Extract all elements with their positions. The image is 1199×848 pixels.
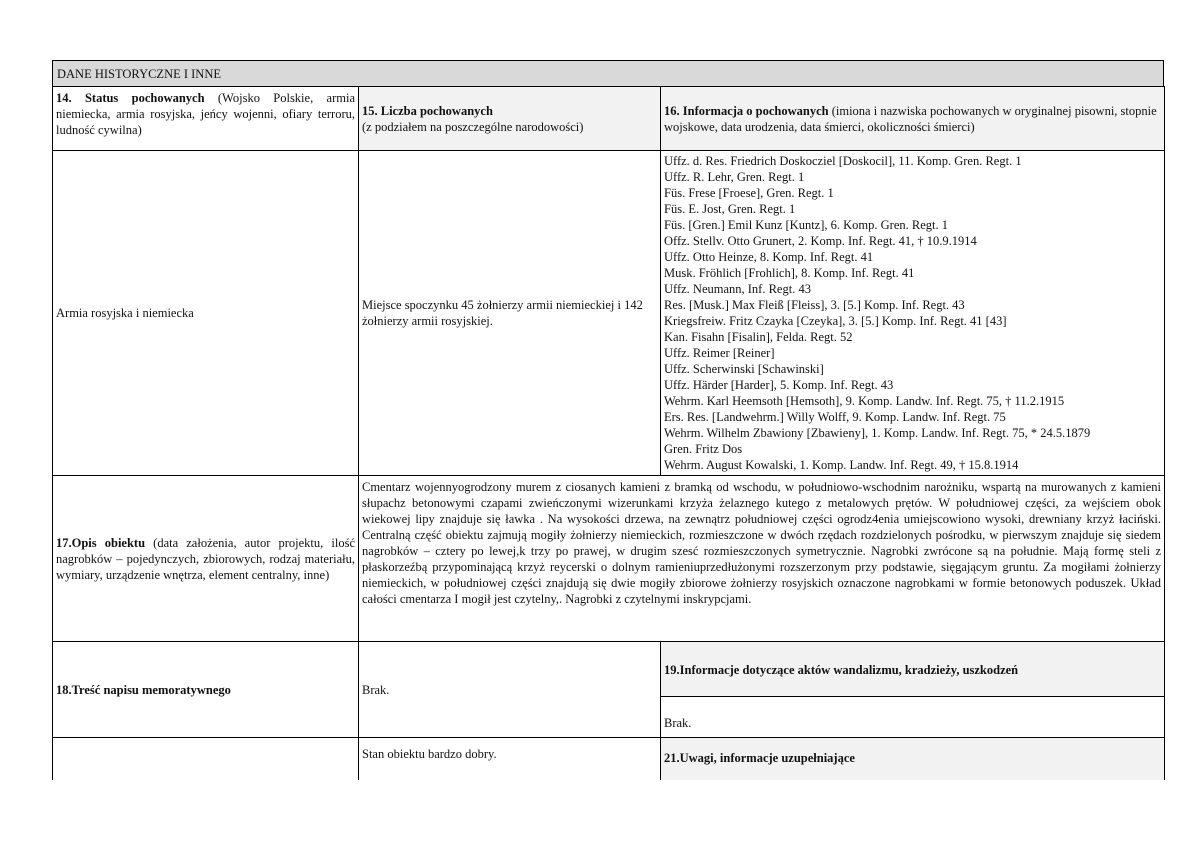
field-18-19-row xyxy=(53,642,1165,738)
soldier-list xyxy=(664,153,1161,473)
soldier-entry: Uffz. d. Res. Friedrich Doskocziel [Doskocil], 11. Komp. Gren. Regt. 1 xyxy=(664,154,1022,168)
field-17-row xyxy=(53,476,1165,642)
soldier-entry: Uffz. Scherwinski [Schawinski] xyxy=(664,362,824,376)
field-20-21-row xyxy=(53,738,1165,780)
soldier-entry: Uffz. R. Lehr, Gren. Regt. 1 xyxy=(664,170,805,184)
field-15-hint: (z podziałem na poszczególne narodowości) xyxy=(362,119,584,134)
soldier-entry: Kriegsfreiw. Fritz Czayka [Czeyka], 3. [5.] Komp. Inf. Regt. 41 [43] xyxy=(664,314,1007,328)
field-17-hint: (data założenia, autor projektu, ilość nagrobków – pojedynczych, zbiorowych, rodzaj materiału, wymiary, urządzenie wnętrza, element centralny, inne) xyxy=(56,535,355,582)
soldier-entry: Wehrm. Karl Heemsoth [Hemsoth], 9. Komp. Landw. Inf. Regt. 75, † 11.2.1915 xyxy=(664,394,1065,408)
field-18-header xyxy=(53,642,359,738)
fields-value-row xyxy=(53,151,1165,476)
field-21-header xyxy=(661,738,1165,780)
section-title: DANE HISTORYCZNE I INNE xyxy=(52,60,1164,86)
soldier-entry: Wehrm. August Kowalski, 1. Komp. Landw. Inf. Regt. 49, † 15.8.1914 xyxy=(664,458,1019,472)
soldier-entry: Gren. Fritz Dos xyxy=(664,442,743,456)
field-19-label: 19.Informacje dotyczące aktów wandalizmu, kradzieży, uszkodzeń xyxy=(664,663,1019,677)
field-14-value: Armia rosyjska i niemiecka xyxy=(53,151,359,476)
soldier-entry: Ers. Res. [Landwehrm.] Willy Wolff, 9. Komp. Landw. Inf. Regt. 75 xyxy=(664,410,1006,424)
fields-header-row xyxy=(53,87,1165,151)
field-17-header xyxy=(53,476,359,642)
soldier-entry: Uffz. Härder [Harder], 5. Komp. Inf. Regt. 43 xyxy=(664,378,894,392)
soldier-entry: Füs. Frese [Froese], Gren. Regt. 1 xyxy=(664,186,834,200)
field-17-value: Cmentarz wojennyogrodzony murem z ciosanych kamieni z bramką od wschodu, w południowo-wschodnim narożniku, wspartą na murowanych z kamieni słupachz betonowymi czapami zwieńczonymi wizerunkami krzyża żelaznego kutego z metalowych prętów. W południowej części, za wejściem obok wiekowej lipy znajduje się ławka . Na wysokości drzewa, na zewnątrz południowej części ogrodz4enia umiejscowiono wysoki, drewniany krzyż łaciński. Centralną część obiektu zajmują mogiły żołnierzy niemieckich, rozmieszczone w dwóch rzędach rozdzielonych pośrodku, w pierwszym znajduje się siedem nagrobków – cztery po lewej,k trzy po prawej, w drugim szesć rozmieszczonych symetrycznie. Nagrobki zwrócone są na południe. Mają formę steli z płaskorzeźbą przypominającą krzyż reycerski o dolnym ramieniuprzedłużonymi rozszerzonym przy podstawie, sięgającym gruntu. Za mogiłami żołnierzy niemieckich, w południowej części znajdują się dwie mogiły zbiorowe żołnierzy rosyjskich oznaczone nagrobkami w formie betonowych poduszek. Układ całości cmentarza I mogił jest czytelny,. Nagrobki z czytelnymi inskrypcjami. xyxy=(359,476,1165,642)
field-19-header xyxy=(661,642,1164,697)
field-18-label: 18.Treść napisu memoratywnego xyxy=(56,682,231,697)
field-21-label: 21.Uwagi, informacje uzupełniające xyxy=(664,751,855,765)
field-15-label: 15. Liczba pochowanych xyxy=(362,103,493,118)
field-18-value: Brak. xyxy=(359,642,661,738)
field-19-cell xyxy=(661,642,1165,738)
soldier-entry: Uffz. Otto Heinze, 8. Komp. Inf. Regt. 41 xyxy=(664,250,874,264)
field-14-header xyxy=(53,87,359,151)
field-14-label: 14. Status pochowanych xyxy=(56,91,205,105)
soldier-entry: Kan. Fisahn [Fisalin], Felda. Regt. 52 xyxy=(664,330,853,344)
soldier-entry: Musk. Fröhlich [Frohlich], 8. Komp. Inf. Regt. 41 xyxy=(664,266,915,280)
historical-data-table xyxy=(52,86,1165,780)
field-16-header xyxy=(661,87,1165,151)
field-14-hint: (Wojsko Polskie, armia niemiecka, armia rosyjska, jeńcy wojenni, ofiary terroru, ludność cywilna) xyxy=(56,91,355,137)
soldier-entry: Uffz. Neumann, Inf. Regt. 43 xyxy=(664,282,811,296)
field-20-header xyxy=(53,738,359,780)
field-20-value: Stan obiektu bardzo dobry. xyxy=(359,738,661,780)
historical-data-form xyxy=(52,60,1164,780)
field-15-value: Miejsce spoczynku 45 żołnierzy armii niemieckiej i 142 żołnierzy armii rosyjskiej. xyxy=(359,151,661,476)
soldier-entry: Füs. E. Jost, Gren. Regt. 1 xyxy=(664,202,796,216)
field-16-value xyxy=(661,151,1165,476)
field-16-hint: (imiona i nazwiska pochowanych w oryginalnej pisowni, stopnie wojskowe, data urodzenia, data śmierci, okoliczności śmierci) xyxy=(664,103,1157,134)
soldier-entry: Füs. [Gren.] Emil Kunz [Kuntz], 6. Komp. Gren. Regt. 1 xyxy=(664,218,948,232)
soldier-entry: Res. [Musk.] Max Fleiß [Fleiss], 3. [5.] Komp. Inf. Regt. 43 xyxy=(664,298,965,312)
soldier-entry: Offz. Stellv. Otto Grunert, 2. Komp. Inf. Regt. 41, † 10.9.1914 xyxy=(664,234,977,248)
soldier-entry: Wehrm. Wilhelm Zbawiony [Zbawieny], 1. Komp. Landw. Inf. Regt. 75, * 24.5.1879 xyxy=(664,426,1091,440)
field-19-value: Brak. xyxy=(664,716,692,730)
field-15-header xyxy=(359,87,661,151)
field-16-label: 16. Informacja o pochowanych xyxy=(664,103,829,118)
field-17-label: 17.Opis obiektu xyxy=(56,535,146,550)
soldier-entry: Uffz. Reimer [Reiner] xyxy=(664,346,775,360)
